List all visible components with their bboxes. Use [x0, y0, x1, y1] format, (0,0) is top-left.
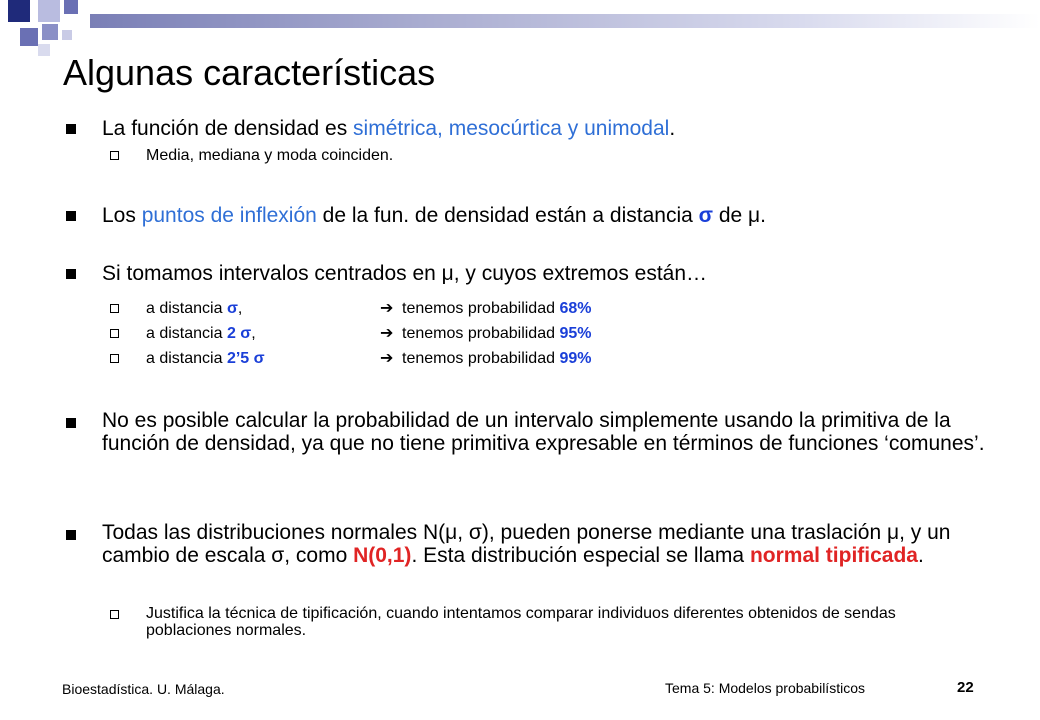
sub-bullet-marker: [110, 329, 119, 338]
interval-distance: 2 σ: [226, 325, 252, 342]
header-decor-square: [20, 28, 38, 46]
bullet-text: Los: [102, 204, 142, 227]
interval-comma: ,: [237, 300, 243, 317]
bullet-text: .: [917, 544, 924, 567]
interval-result-text: tenemos probabilidad: [402, 325, 560, 342]
highlight-n01: N(0,1): [353, 544, 412, 567]
highlight-normal-tipificada: normal tipificada: [749, 544, 918, 567]
bullet-marker: [66, 418, 76, 428]
bullet-text: . Esta distribución especial se llama: [411, 544, 750, 567]
bullet-marker: [66, 211, 76, 221]
interval-row: [146, 300, 976, 317]
interval-comma: ,: [251, 325, 256, 342]
bullet-marker: [66, 124, 76, 134]
interval-result-text: tenemos probabilidad: [402, 300, 560, 317]
highlight-properties: simétrica, mesocúrtica y unimodal: [353, 117, 670, 140]
bullet-intervals: Si tomamos intervalos centrados en μ, y cuyos extremos están…: [102, 262, 708, 285]
interval-row: [146, 325, 976, 342]
sub-bullet-marker: [110, 610, 119, 619]
bullet-text: La función de densidad es: [102, 117, 354, 140]
interval-lead: a distancia: [146, 325, 227, 342]
header-decor-square: [8, 0, 30, 22]
interval-row: [146, 350, 976, 367]
bullet-text: .: [669, 117, 676, 140]
bullet-text: de la fun. de densidad están a distancia: [316, 204, 699, 227]
right-arrow-icon: ➔: [380, 325, 394, 342]
interval-probability: 95%: [559, 325, 592, 342]
interval-result: [380, 300, 591, 317]
slide-title: Algunas características: [63, 52, 436, 93]
sub-bullet-standardization: Justifica la técnica de tipificación, cuando intentamos comparar individuos diferentes obtenidos de sendas poblaciones normales.: [146, 605, 896, 639]
bullet-marker: [66, 530, 76, 540]
interval-lead: a distancia: [146, 350, 227, 367]
sub-bullet-marker: [110, 304, 119, 313]
header-decor-square: [62, 30, 72, 40]
interval-lead: a distancia: [146, 300, 227, 317]
sigma-symbol: σ: [698, 204, 713, 227]
right-arrow-icon: ➔: [380, 350, 394, 367]
right-arrow-icon: ➔: [380, 300, 394, 317]
bullet-marker: [66, 269, 76, 279]
bullet-standard-normal: [102, 521, 992, 567]
highlight-inflection: puntos de inflexión: [141, 204, 317, 227]
bullet-inflection-points: [102, 205, 982, 226]
interval-distance: σ: [226, 300, 238, 317]
bullet-text: Todas las distribuciones normales N(μ, σ), pueden ponerse mediante una traslación μ, y un cambio de escala σ, como: [102, 521, 951, 567]
bullet-no-primitive: No es posible calcular la probabilidad de un intervalo simplemente usando la primitiva de la función de densidad, ya que no tiene primitiva expresable en términos de funciones ‘comunes’.: [102, 409, 985, 455]
sub-bullet-mean-median-mode: Media, mediana y moda coinciden.: [146, 147, 394, 164]
footer-topic: Tema 5: Modelos probabilísticos: [665, 680, 865, 696]
interval-distance: 2’5 σ: [226, 350, 265, 367]
bullet-text: de μ.: [713, 204, 766, 227]
header-gradient-bar: [90, 14, 1040, 28]
header-decor-square: [64, 0, 78, 14]
interval-result: [380, 350, 591, 367]
page-number: 22: [957, 679, 974, 696]
sub-bullet-marker: [110, 151, 119, 160]
bullet-symmetry: [102, 118, 982, 139]
header-decor-square: [38, 0, 60, 22]
header-decor-square: [42, 24, 58, 40]
interval-result-text: tenemos probabilidad: [402, 350, 560, 367]
interval-probability: 68%: [559, 300, 592, 317]
sub-bullet-marker: [110, 354, 119, 363]
header-decor-square: [38, 44, 50, 56]
interval-probability: 99%: [559, 350, 592, 367]
footer-institution: Bioestadística. U. Málaga.: [62, 681, 225, 697]
interval-result: [380, 325, 591, 342]
